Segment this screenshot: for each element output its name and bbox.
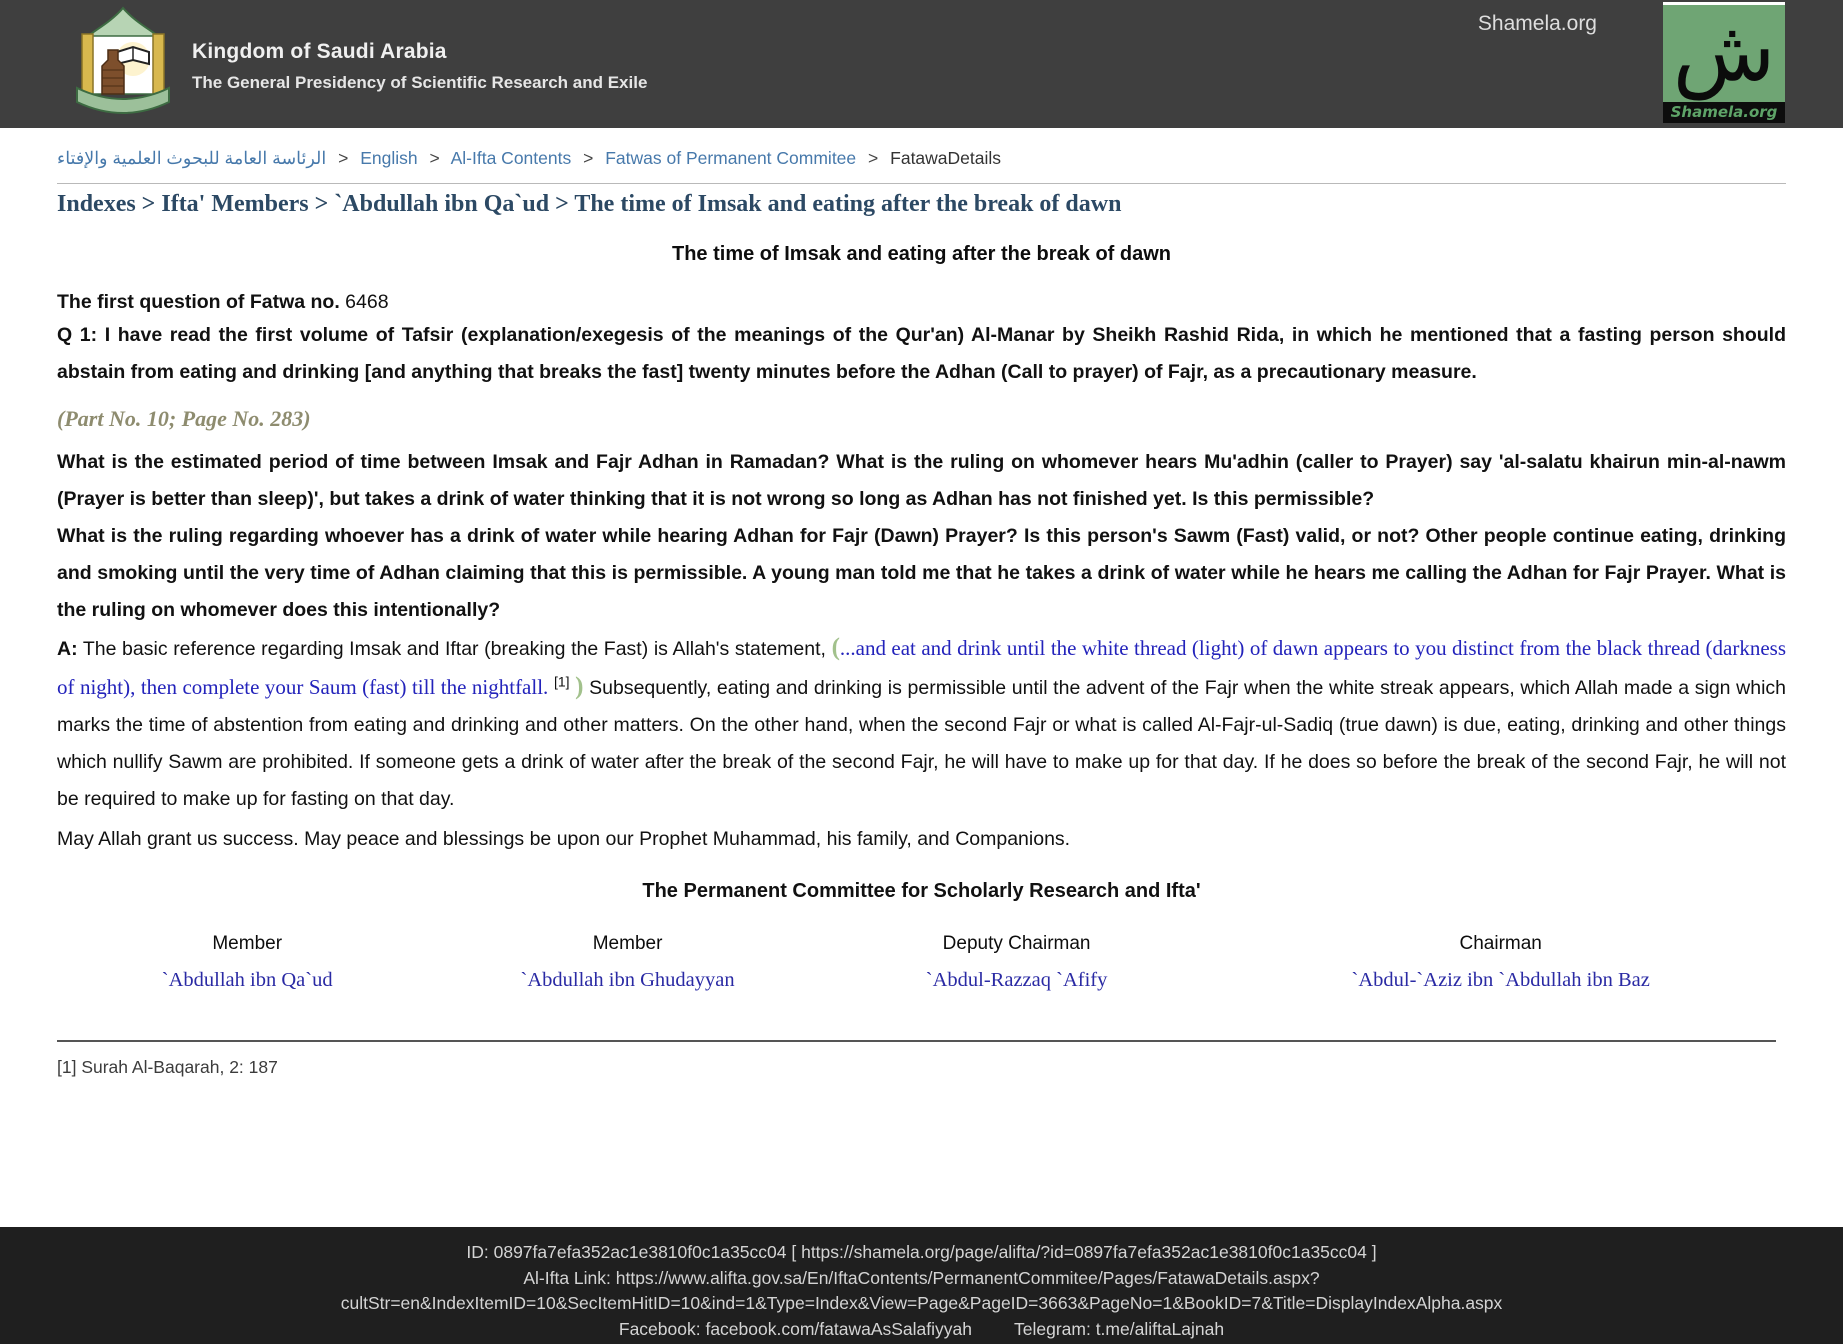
committee-member-link[interactable]: `Abdullah ibn Qa`ud [161, 969, 333, 991]
footnote-divider [57, 1040, 1776, 1042]
part-page-reference: (Part No. 10; Page No. 283) [57, 406, 311, 431]
breadcrumb-item-fatawa-details: FatawaDetails [890, 148, 1002, 168]
shamela-logo-caption: Shamela.org [1663, 102, 1785, 123]
breadcrumb-separator: > [583, 148, 594, 168]
committee-role: Member [592, 933, 663, 954]
fatwa-content [57, 287, 1786, 1078]
committee-roles-row [57, 933, 1786, 955]
breadcrumb-item-english[interactable]: English [360, 148, 418, 168]
answer-rest: Subsequently, eating and drinking is permissible until the advent of the Fajr when the white streak appears, which Allah made a sign which marks the time of abstention from eating and drinking and other matters. On the other hand, when the second Fajr or what is called Al-Fajr-ul-Sadiq (true dawn) is due, eating, drinking and other things which nullify Sawm are prohibited. If someone gets a drink of water after the break of the second Fajr, he will have to make up for that day. If he does so before the break of the second Fajr, he will not be required to make up for fasting on that day. [57, 677, 1786, 810]
footer-alifta-link-line1: Al-Ifta Link: https://www.alifta.gov.sa/En/IftaContents/PermanentCommitee/Pages/FatawaDetails.aspx? [523, 1267, 1320, 1288]
footnote-text: [1] Surah Al-Baqarah, 2: 187 [57, 1057, 278, 1077]
quote-close-bracket-icon: ) [575, 673, 584, 700]
answer-intro: The basic reference regarding Imsak and Iftar (breaking the Fast) is Allah's statement, [77, 638, 832, 660]
committee-role: Deputy Chairman [942, 933, 1091, 954]
question-1-paragraph: Q 1: I have read the first volume of Tafsir (explanation/exegesis of the meanings of the Qur'an) Al-Manar by Sheikh Rashid Rida, in which he mentioned that a fasting person should abstain from eating and drinking [and anything that breaks the fast] twenty minutes before the Adhan (Call to prayer) of Fajr, as a precautionary measure. [57, 324, 1786, 383]
fatwa-number-line [57, 287, 1786, 317]
committee-role: Chairman [1459, 933, 1542, 954]
footer-id-line: ID: 0897fa7efa352ac1e3810f0c1a35cc04 [ https://shamela.org/page/alifta/?id=0897fa7efa352ac1e3810f0c1a35cc04 ] [466, 1242, 1377, 1262]
question-3-paragraph: What is the ruling regarding whoever has a drink of water while hearing Adhan for Fajr (Dawn) Prayer? Is this person's Sawm (Fast) valid, or not? Other people continue eating, drinking and smoking until the very time of Adhan claiming that this is permissible. A young man told me that he takes a drink of water while he hears me calling the Adhan for Fajr Prayer. What is the ruling on whomever does this intentionally? [57, 525, 1786, 621]
breadcrumb-item-alifta-contents[interactable]: Al-Ifta Contents [450, 148, 572, 168]
breadcrumb-separator: > [338, 148, 349, 168]
fatwa-number-value: 6468 [345, 291, 389, 313]
answer-paragraph [57, 629, 1786, 818]
question-2-paragraph: What is the estimated period of time between Imsak and Fajr Adhan in Ramadan? What is the ruling on whomever hears Mu'adhin (caller to Prayer) say 'al-salatu khairun min-al-nawm (Prayer is better than sleep)', but takes a drink of water thinking that it is not wrong so long as Adhan has not finished yet. Is this permissible? [57, 451, 1786, 510]
breadcrumb-item-alifta-arabic[interactable]: الرئاسة العامة للبحوث العلمية والإفتاء [57, 148, 327, 168]
footer-social-line [0, 1317, 1843, 1343]
footnote-reference: [1] [553, 673, 570, 690]
page-footer [0, 1227, 1843, 1344]
committee-member-link[interactable]: `Abdullah ibn Ghudayyan [520, 969, 735, 991]
committee-table [57, 933, 1786, 992]
footer-alifta-link-line2: cultStr=en&IndexItemID=10&SecItemHitID=10&ind=1&Type=Index&View=Page&PageID=3663&PageNo=1&BookID=7&Title=DisplayIndexAlpha.aspx [340, 1293, 1503, 1313]
closing-supplication: May Allah grant us success. May peace and blessings be upon our Prophet Muhammad, his family, and Companions. [57, 828, 1071, 850]
quote-open-bracket-icon: ( [831, 634, 840, 661]
committee-title: The Permanent Committee for Scholarly Research and Ifta' [642, 880, 1201, 902]
breadcrumb-item-fatwas-permanent-commitee[interactable]: Fatwas of Permanent Commitee [605, 148, 857, 168]
shamela-logo [1663, 2, 1785, 123]
breadcrumb-separator: > [868, 148, 879, 168]
committee-member-link[interactable]: `Abdul-Razzaq `Afify [925, 969, 1108, 991]
org-subtitle: The General Presidency of Scientific Research and Exile [192, 73, 648, 92]
footer-facebook: Facebook: facebook.com/fatawaAsSalafiyyah [618, 1318, 972, 1339]
breadcrumb-separator: > [429, 148, 440, 168]
committee-member-link[interactable]: `Abdul-`Aziz ibn `Abdullah ibn Baz [1351, 969, 1650, 991]
divider [57, 183, 1786, 184]
committee-names-row [57, 969, 1786, 992]
index-path-heading: Indexes > Ifta' Members > `Abdullah ibn Qa`ud > The time of Imsak and eating after the break of dawn [57, 191, 1122, 217]
top-header [0, 0, 1843, 128]
fatwa-number-label: The first question of Fatwa no. [57, 291, 340, 313]
org-name: Kingdom of Saudi Arabia [192, 40, 447, 63]
shamela-sheen-icon: ش [1672, 2, 1776, 100]
committee-role: Member [212, 933, 283, 954]
site-name: Shamela.org [1477, 12, 1597, 35]
page-title: The time of Imsak and eating after the break of dawn [672, 243, 1171, 265]
footer-telegram: Telegram: t.me/aliftaLajnah [1014, 1318, 1225, 1339]
breadcrumb [57, 128, 1786, 170]
saudi-emblem-icon [68, 6, 178, 122]
quran-quote: ...and eat and drink until the white thread (light) of dawn appears to you distinct from the black thread (darkness of night), then complete your Saum (fast) till the nightfall. [57, 636, 1787, 699]
answer-label: A: [57, 638, 78, 660]
